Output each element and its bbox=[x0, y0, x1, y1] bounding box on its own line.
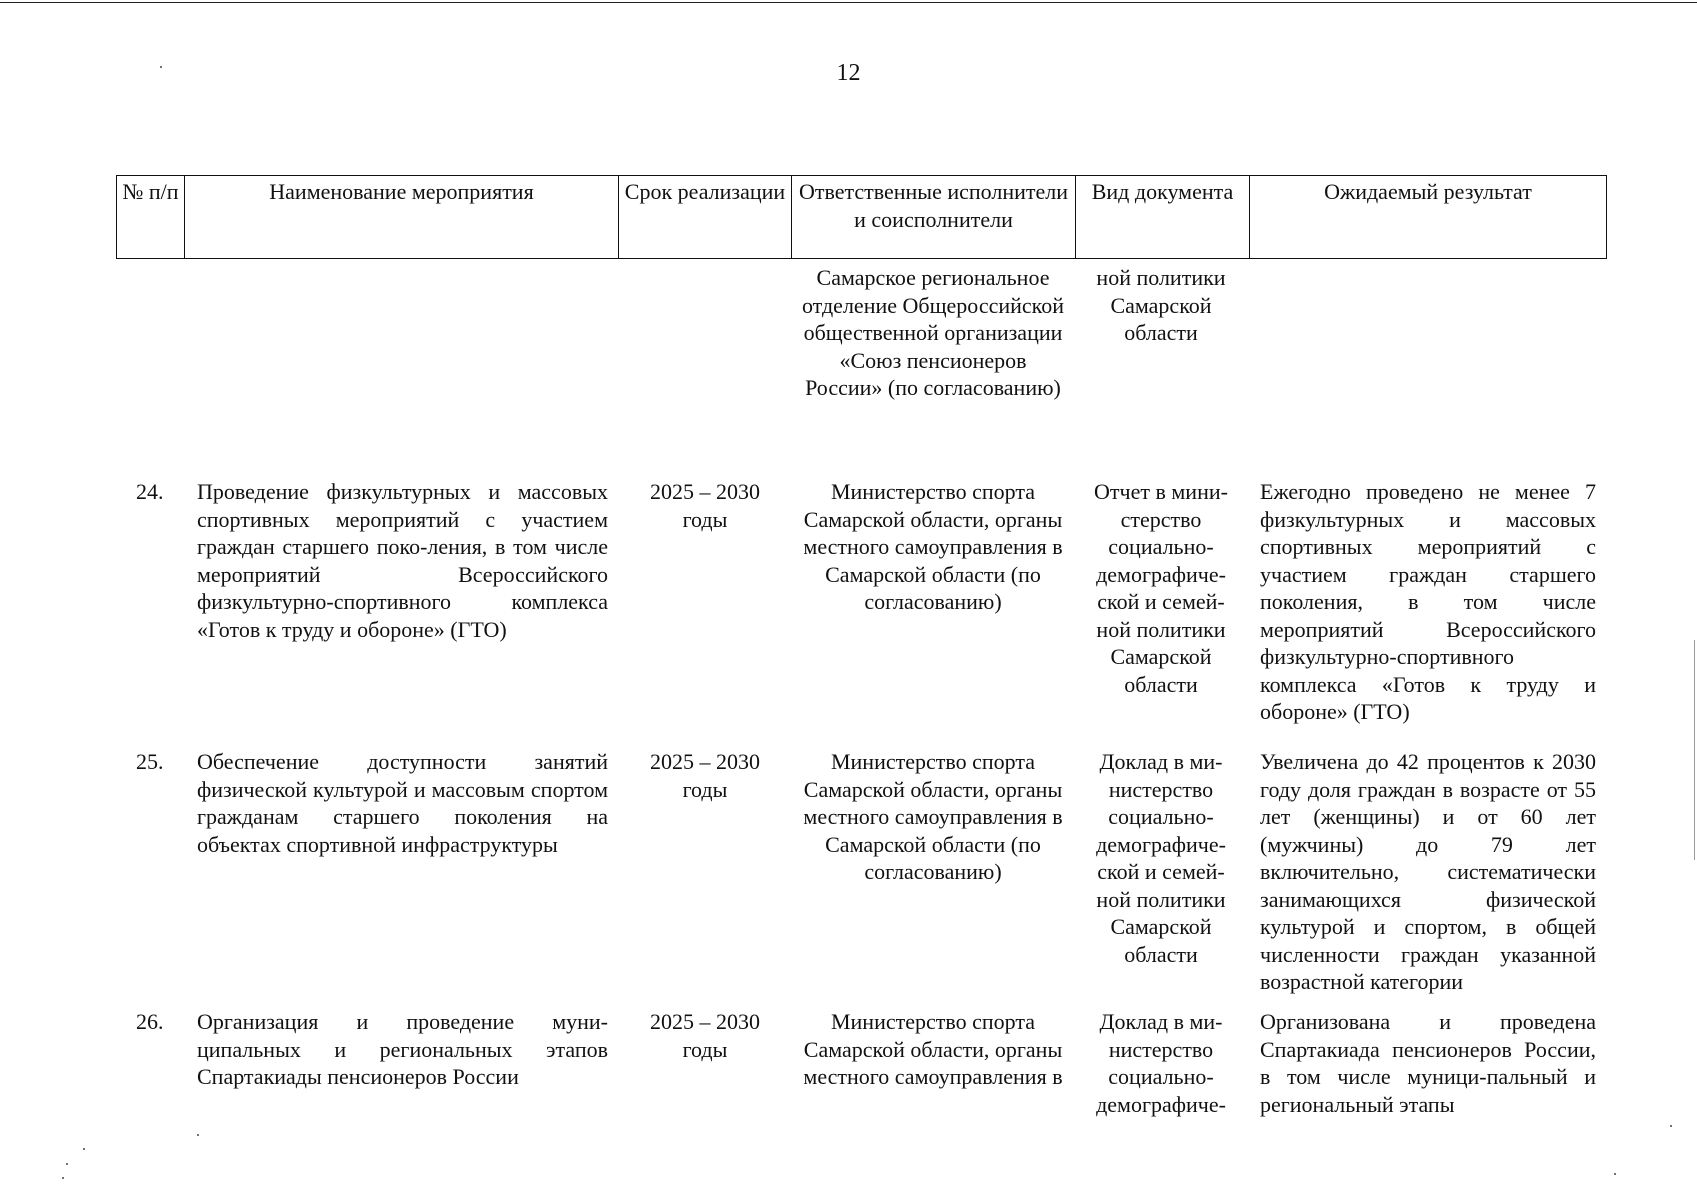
row-24-executors: Министерство спорта Самарской области, органы местного самоуправления в Самарской области (по согласованию) bbox=[803, 479, 1063, 614]
header-executors: Ответственные исполнители и соисполнители bbox=[792, 176, 1076, 259]
table-header bbox=[116, 175, 1607, 259]
row-26-num: 26. bbox=[136, 1009, 164, 1034]
row-25-doc-type: Доклад в ми-нистерство социально-демографиче-ской и семей-ной политики Самарской области bbox=[1096, 749, 1226, 967]
scan-speck bbox=[83, 1148, 85, 1150]
row-26-result: Организована и проведена Спартакиада пенсионеров России, в том числе муници-пальный и региональный этапы bbox=[1260, 1009, 1596, 1117]
row-25-name: Обеспечение доступности занятий физической культурой и массовым спортом гражданам старшего поколения на объектах спортивной инфраструктуры bbox=[197, 749, 608, 857]
row-24-num: 24. bbox=[136, 479, 164, 504]
scan-speck bbox=[1614, 1173, 1616, 1175]
row-26-executors: Министерство спорта Самарской области, органы местного самоуправления в bbox=[803, 1009, 1063, 1089]
scan-speck bbox=[1670, 1125, 1672, 1127]
scan-speck bbox=[197, 1134, 199, 1136]
header-doc-type: Вид документа bbox=[1076, 176, 1250, 259]
header-result: Ожидаемый результат bbox=[1250, 176, 1607, 259]
scan-speck bbox=[62, 1177, 64, 1179]
row-25-result: Увеличена до 42 процентов к 2030 году доля граждан в возрасте от 55 лет (женщины) и от 60 лет (мужчины) до 79 лет включительно, систематически занимающихся физической культурой и спортом, в общей численности граждан указанной возрастной категории bbox=[1260, 749, 1596, 994]
row-26-period: 2025 – 2030 годы bbox=[650, 1009, 760, 1062]
header-name: Наименование мероприятия bbox=[185, 176, 619, 259]
continued-executors: Самарское региональное отделение Общероссийской общественной организации «Союз пенсионеров России» (по согласованию) bbox=[801, 265, 1065, 400]
row-24-result: Ежегодно проведено не менее 7 физкультурных и массовых спортивных мероприятий с участием граждан старшего поколения, в том числе мероприятий Всероссийского физкультурно-спортивного комплекса «Готов к труду и обороне» (ГТО) bbox=[1260, 479, 1596, 724]
continued-doc-type: ной политики Самарской области bbox=[1096, 265, 1226, 345]
row-25-period: 2025 – 2030 годы bbox=[650, 749, 760, 802]
top-rule bbox=[0, 2, 1697, 3]
row-24-doc-type: Отчет в мини-стерство социально-демографиче-ской и семей-ной политики Самарской области bbox=[1094, 479, 1228, 697]
row-24-period: 2025 – 2030 годы bbox=[650, 479, 760, 532]
row-24-name: Проведение физкультурных и массовых спортивных мероприятий с участием граждан старшего поко-ления, в том числе мероприятий Всероссийского физкультурно-спортивного комплекса «Готов к труду и обороне» (ГТО) bbox=[197, 479, 608, 642]
row-26-name: Организация и проведение муни-ципальных и региональных этапов Спартакиады пенсионеров России bbox=[197, 1009, 608, 1089]
header-num: № п/п bbox=[117, 176, 185, 259]
scan-edge-mark bbox=[1694, 640, 1695, 860]
row-26-doc-type: Доклад в ми-нистерство социально-демографиче- bbox=[1096, 1009, 1226, 1117]
row-25-num: 25. bbox=[136, 749, 164, 774]
header-period: Срок реализации bbox=[619, 176, 792, 259]
row-25-executors: Министерство спорта Самарской области, органы местного самоуправления в Самарской области (по согласованию) bbox=[803, 749, 1063, 884]
scan-speck bbox=[66, 1163, 68, 1165]
page-number: 12 bbox=[836, 60, 861, 86]
